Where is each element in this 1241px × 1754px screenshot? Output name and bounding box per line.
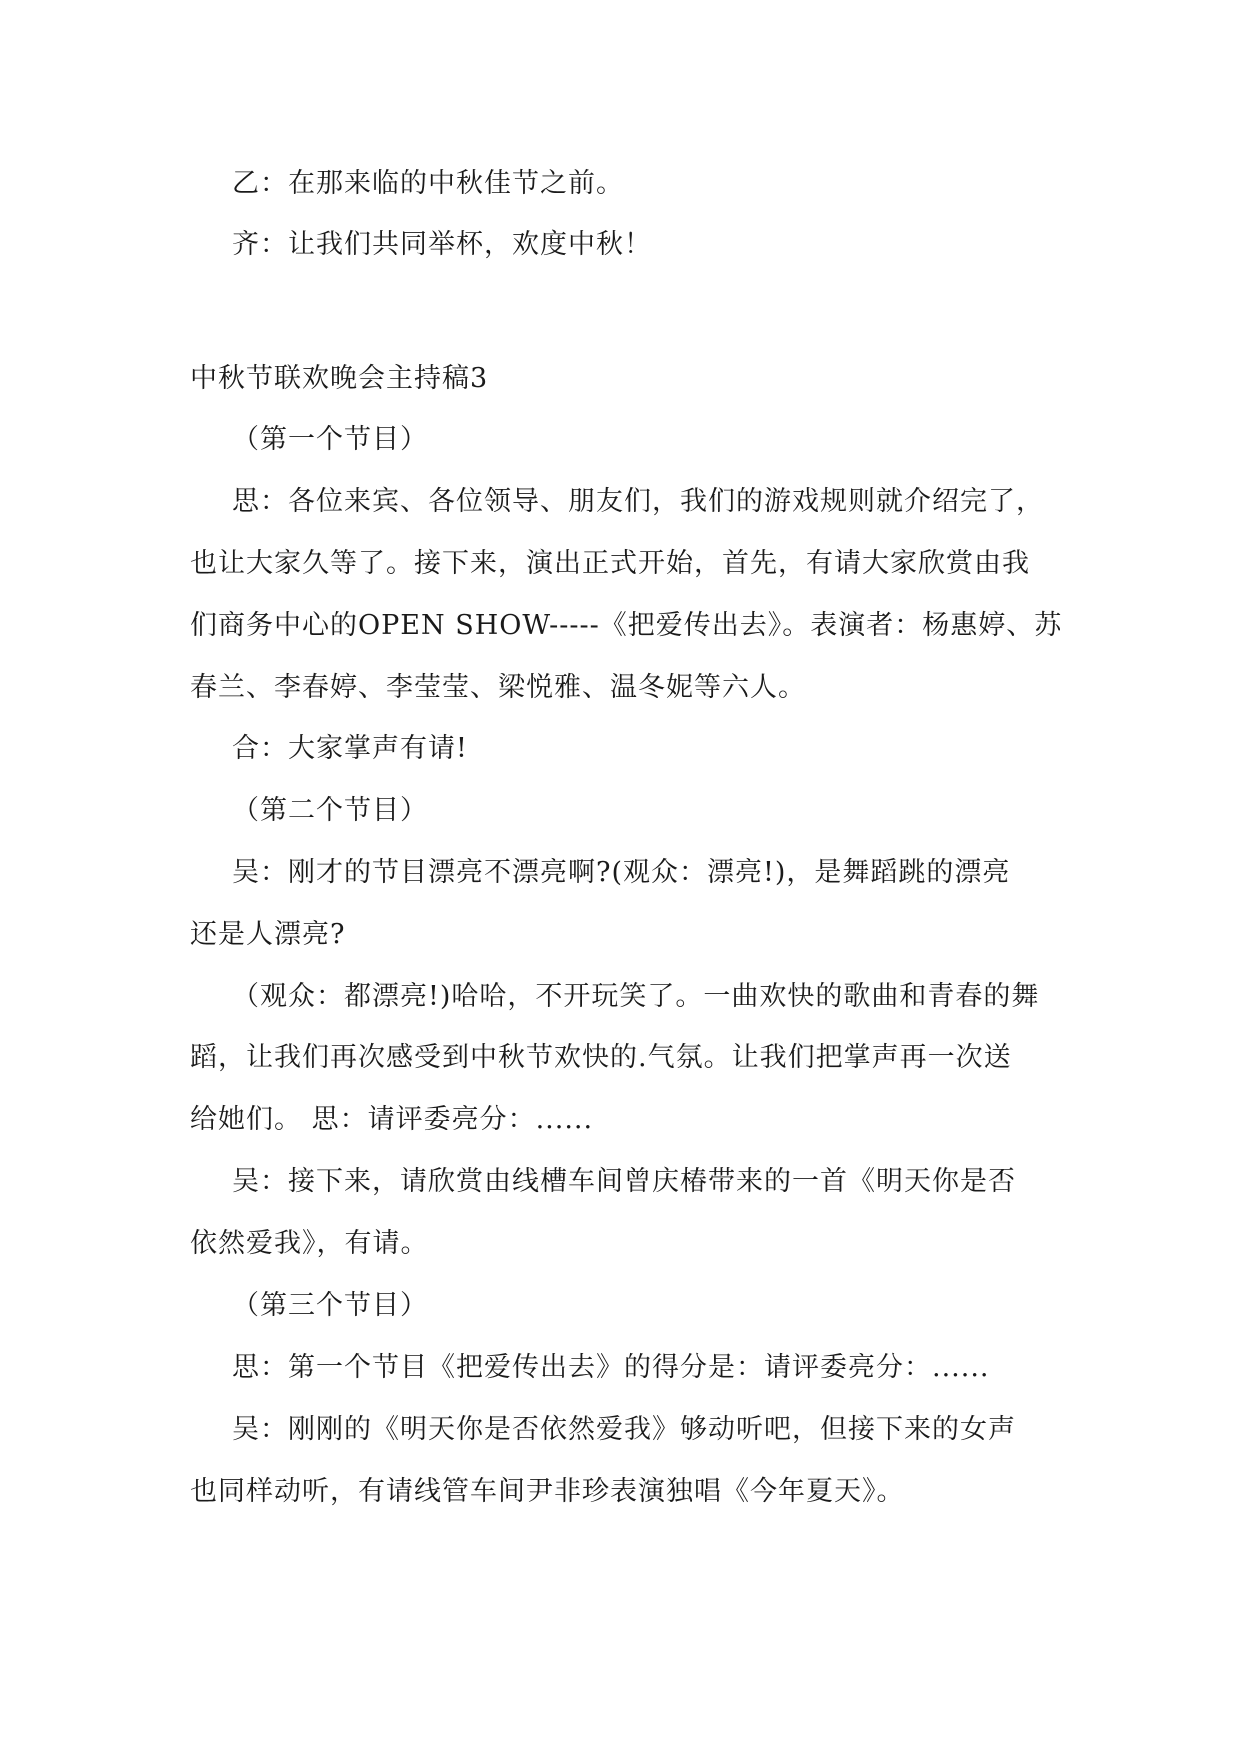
paragraph-line: 给她们。 思：请评委亮分：...... xyxy=(190,1104,594,1135)
paragraph-line: 们商务中心的OPEN SHOW-----《把爱传出去》。表演者：杨惠婷、苏 xyxy=(190,610,1063,641)
paragraph-line: （第二个节目） xyxy=(232,795,428,826)
paragraph-line: 蹈，让我们再次感受到中秋节欢快的.气氛。让我们把掌声再一次送 xyxy=(190,1042,1012,1073)
paragraph-line: 还是人漂亮? xyxy=(190,919,346,950)
paragraph-line: 吴：刚刚的《明天你是否依然爱我》够动听吧，但接下来的女声 xyxy=(232,1414,1016,1445)
paragraph-line: 吴：接下来，请欣赏由线槽车间曾庆椿带来的一首《明天你是否 xyxy=(232,1166,1016,1197)
paragraph-line: 吴：刚才的节目漂亮不漂亮啊?(观众：漂亮!)，是舞蹈跳的漂亮 xyxy=(232,857,1011,888)
paragraph-line: 春兰、李春婷、李莹莹、梁悦雅、温冬妮等六人。 xyxy=(190,672,806,703)
paragraph-line: 思：第一个节目《把爱传出去》的得分是：请评委亮分：...... xyxy=(232,1352,990,1383)
paragraph-line: 也让大家久等了。接下来，演出正式开始，首先，有请大家欣赏由我 xyxy=(190,548,1030,579)
document-body xyxy=(190,0,1070,1754)
paragraph-line: 思：各位来宾、各位领导、朋友们，我们的游戏规则就介绍完了， xyxy=(232,486,1044,517)
paragraph-line: （第三个节目） xyxy=(232,1290,428,1321)
paragraph-line: 依然爱我》，有请。 xyxy=(190,1228,429,1259)
paragraph-line: 齐：让我们共同举杯，欢度中秋！ xyxy=(232,229,652,260)
section-heading: 中秋节联欢晚会主持稿3 xyxy=(190,363,489,394)
paragraph-line: 乙：在那来临的中秋佳节之前。 xyxy=(232,168,624,199)
paragraph-line: 也同样动听，有请线管车间尹非珍表演独唱《今年夏天》。 xyxy=(190,1476,905,1507)
paragraph-line: （第一个节目） xyxy=(232,424,428,455)
paragraph-line: 合：大家掌声有请! xyxy=(232,733,468,764)
paragraph-line: （观众：都漂亮!)哈哈，不开玩笑了。一曲欢快的歌曲和青春的舞 xyxy=(232,981,1040,1012)
